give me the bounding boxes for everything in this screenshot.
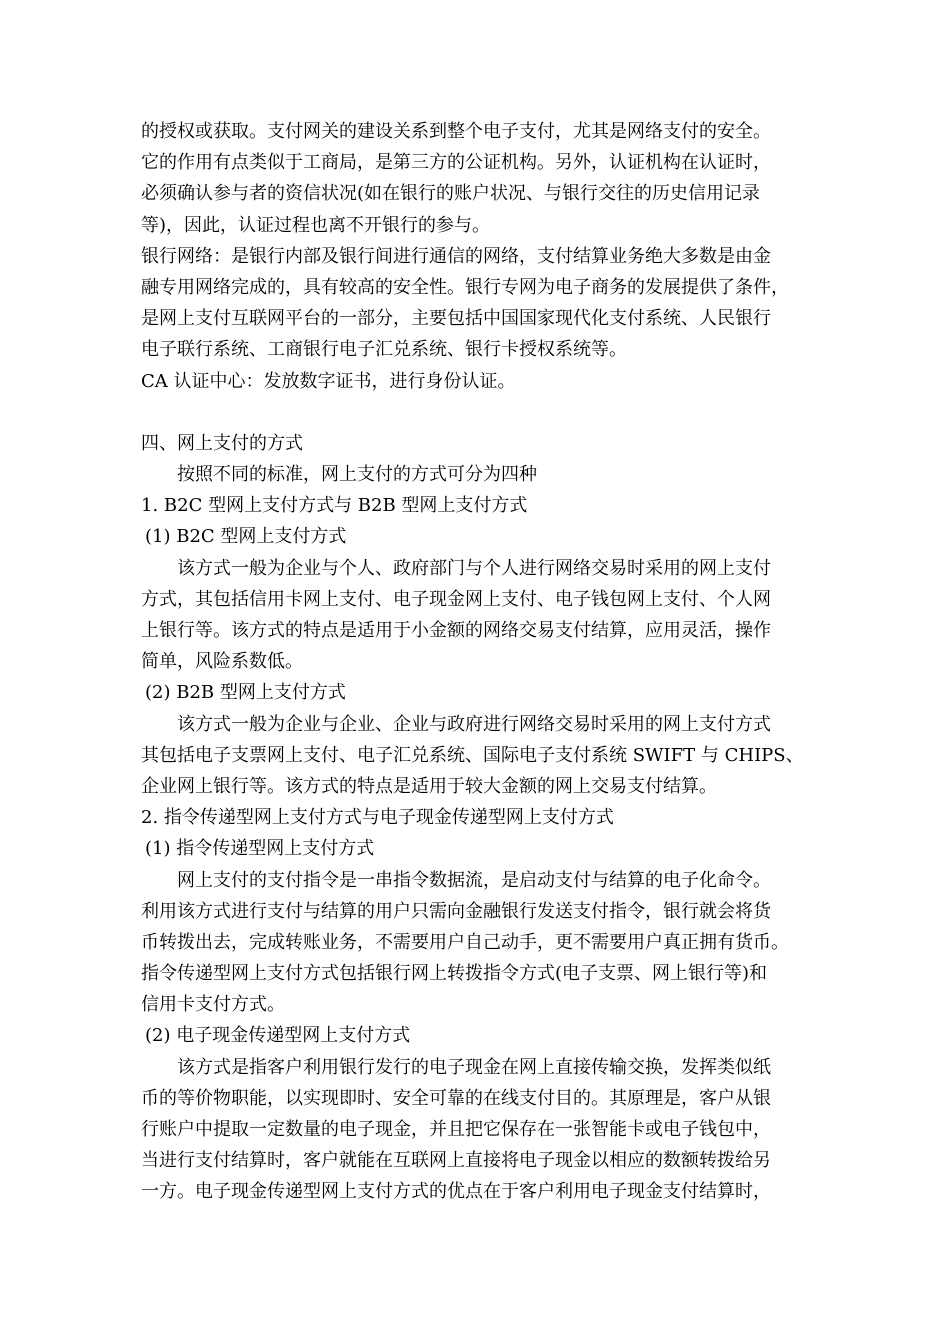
subsection-heading: (1) 指令传递型网上支付方式 xyxy=(145,838,375,860)
text-line: 上银行等。该方式的特点是适用于小金额的网络交易支付结算，应用灵活，操作 xyxy=(141,620,771,641)
text-line: 当进行支付结算时，客户就能在互联网上直接将电子现金以相应的数额转拨给另 xyxy=(141,1150,771,1172)
text-line: 电子联行系统、工商银行电子汇兑系统、银行卡授权系统等。 xyxy=(141,339,627,361)
text-line: 方式，其包括信用卡网上支付、电子现金网上支付、电子钱包网上支付、个人网 xyxy=(141,588,771,610)
text-line: 币的等价物职能，以实现即时、安全可靠的在线支付目的。其原理是，客户从银 xyxy=(141,1087,771,1109)
subsection-heading: (2) 电子现金传递型网上支付方式 xyxy=(145,1025,411,1047)
text-line: 的授权或获取。支付网关的建设关系到整个电子支付，尤其是网络支付的安全。 xyxy=(141,121,771,142)
text-line: 网上支付的支付指令是一串指令数据流，是启动支付与结算的电子化命令。 xyxy=(177,869,771,891)
text-line: 按照不同的标准，网上支付的方式可分为四种 xyxy=(177,464,537,486)
blank-line xyxy=(141,397,821,428)
text-line: 该方式一般为企业与个人、政府部门与个人进行网络交易时采用的网上支付 xyxy=(177,557,771,579)
text-line: 融专用网络完成的，具有较高的安全性。银行专网为电子商务的发展提供了条件， xyxy=(141,276,789,298)
text-line: 等)，因此，认证过程也离不开银行的参与。 xyxy=(141,214,491,236)
text-line: 信用卡支付方式。 xyxy=(141,994,285,1016)
text-line: 一方。电子现金传递型网上支付方式的优点在于客户利用电子现金支付结算时， xyxy=(141,1181,771,1203)
text-line: 该方式一般为企业与企业、企业与政府进行网络交易时采用的网上支付方式 xyxy=(177,713,771,735)
text-line: 利用该方式进行支付与结算的用户只需向金融银行发送支付指令，银行就会将货 xyxy=(141,900,771,922)
text-line: 行账户中提取一定数量的电子现金，并且把它保存在一张智能卡或电子钱包中， xyxy=(141,1119,771,1140)
text-line: 币转拨出去，完成转账业务，不需要用户自己动手，更不需要用户真正拥有货币。 xyxy=(141,931,789,953)
text-line: 指令传递型网上支付方式包括银行网上转拨指令方式(电子支票、网上银行等)和 xyxy=(141,963,768,985)
text-line: 企业网上银行等。该方式的特点是适用于较大金额的网上交易支付结算。 xyxy=(141,775,717,797)
section-heading: 四、网上支付的方式 xyxy=(141,432,303,454)
subsection-heading: (2) B2B 型网上支付方式 xyxy=(145,682,346,704)
document-body xyxy=(141,116,821,1208)
text-line: 该方式是指客户利用银行发行的电子现金在网上直接传输交换，发挥类似纸 xyxy=(177,1056,771,1078)
subsection-heading: 2. 指令传递型网上支付方式与电子现金传递型网上支付方式 xyxy=(141,807,614,829)
text-line: 银行网络：是银行内部及银行间进行通信的网络，支付结算业务绝大多数是由金 xyxy=(141,245,771,267)
subsection-heading: 1. B2C 型网上支付方式与 B2B 型网上支付方式 xyxy=(141,495,528,517)
subsection-heading: (1) B2C 型网上支付方式 xyxy=(145,526,347,548)
text-line: CA 认证中心：发放数字证书，进行身份认证。 xyxy=(141,370,516,392)
text-line: 简单，风险系数低。 xyxy=(141,651,303,673)
text-line: 它的作用有点类似于工商局，是第三方的公证机构。另外，认证机构在认证时， xyxy=(141,152,771,174)
text-line: 必须确认参与者的资信状况(如在银行的账户状况、与银行交往的历史信用记录 xyxy=(141,183,761,205)
text-line: 是网上支付互联网平台的一部分，主要包括中国国家现代化支付系统、人民银行 xyxy=(141,308,771,330)
text-line: 其包括电子支票网上支付、电子汇兑系统、国际电子支付系统 SWIFT 与 CHIPS、 xyxy=(141,744,804,766)
